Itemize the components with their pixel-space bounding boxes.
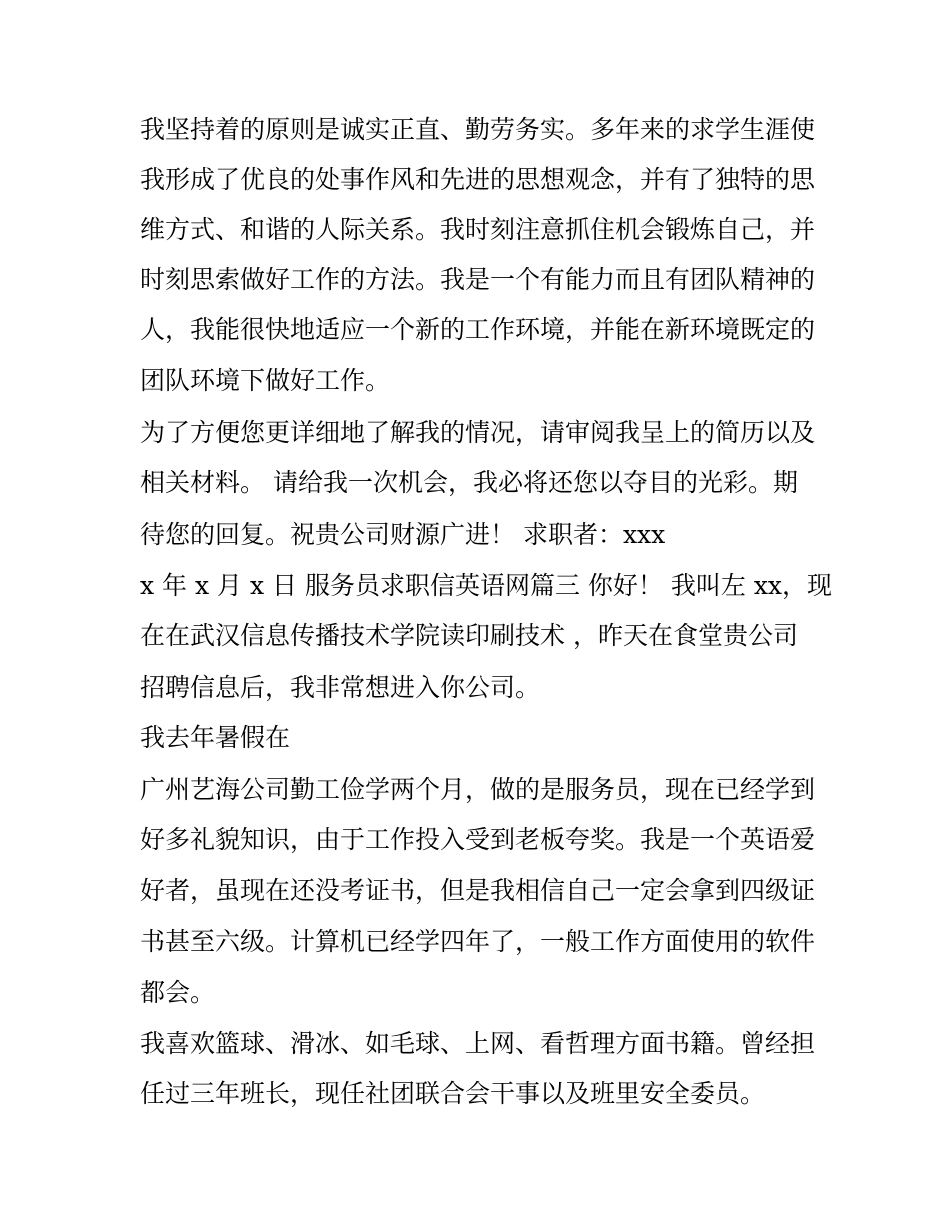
text-line: 好多礼貌知识，由于工作投入受到老板夸奖。我是一个英语爱 [140,825,816,854]
text-line: 待您的回复。祝贵公司财源广进！ 求职者：xxx [140,520,666,549]
text-line: 为了方便您更详细地了解我的情况，请审阅我呈上的简历以及 [140,418,816,447]
text-line: 在在武汉信息传播技术学院读印刷技术 ，昨天在食堂贵公司 [140,621,798,650]
text-line: 书甚至六级。计算机已经学四年了，一般工作方面使用的软件 [140,927,816,956]
text-line: 我去年暑假在 [140,723,291,752]
text-line: 人，我能很快地适应一个新的工作环境，并能在新环境既定的 [140,315,816,344]
text-line: 招聘信息后，我非常想进入你公司。 [140,673,541,702]
text-line: 我喜欢篮球、滑冰、如毛球、上网、看哲理方面书籍。曾经担 [140,1029,816,1058]
text-line: 我坚持着的原则是诚实正直、勤劳务实。多年来的求学生涯使 [140,115,816,144]
text-line: 好者，虽现在还没考证书，但是我相信自己一定会拿到四级证 [140,876,816,905]
text-line: 任过三年班长，现任社团联合会干事以及班里安全委员。 [140,1079,766,1108]
text-line: 广州艺海公司勤工俭学两个月，做的是服务员，现在已经学到 [140,775,816,804]
text-line: 我形成了优良的处事作风和先进的思想观念，并有了独特的思 [140,165,816,194]
text-line: x 年 x 月 x 日 服务员求职信英语网篇三 你好！ 我叫左 xx，现 [140,571,833,600]
text-line: 都会。 [140,978,216,1007]
text-line: 维方式、和谐的人际关系。我时刻注意抓住机会锻炼自己，并 [140,215,816,244]
text-line: 时刻思索做好工作的方法。我是一个有能力而且有团队精神的 [140,265,816,294]
text-line: 团队环境下做好工作。 [140,366,391,395]
text-line: 相关材料。 请给我一次机会，我必将还您以夺目的光彩。期 [140,468,798,497]
